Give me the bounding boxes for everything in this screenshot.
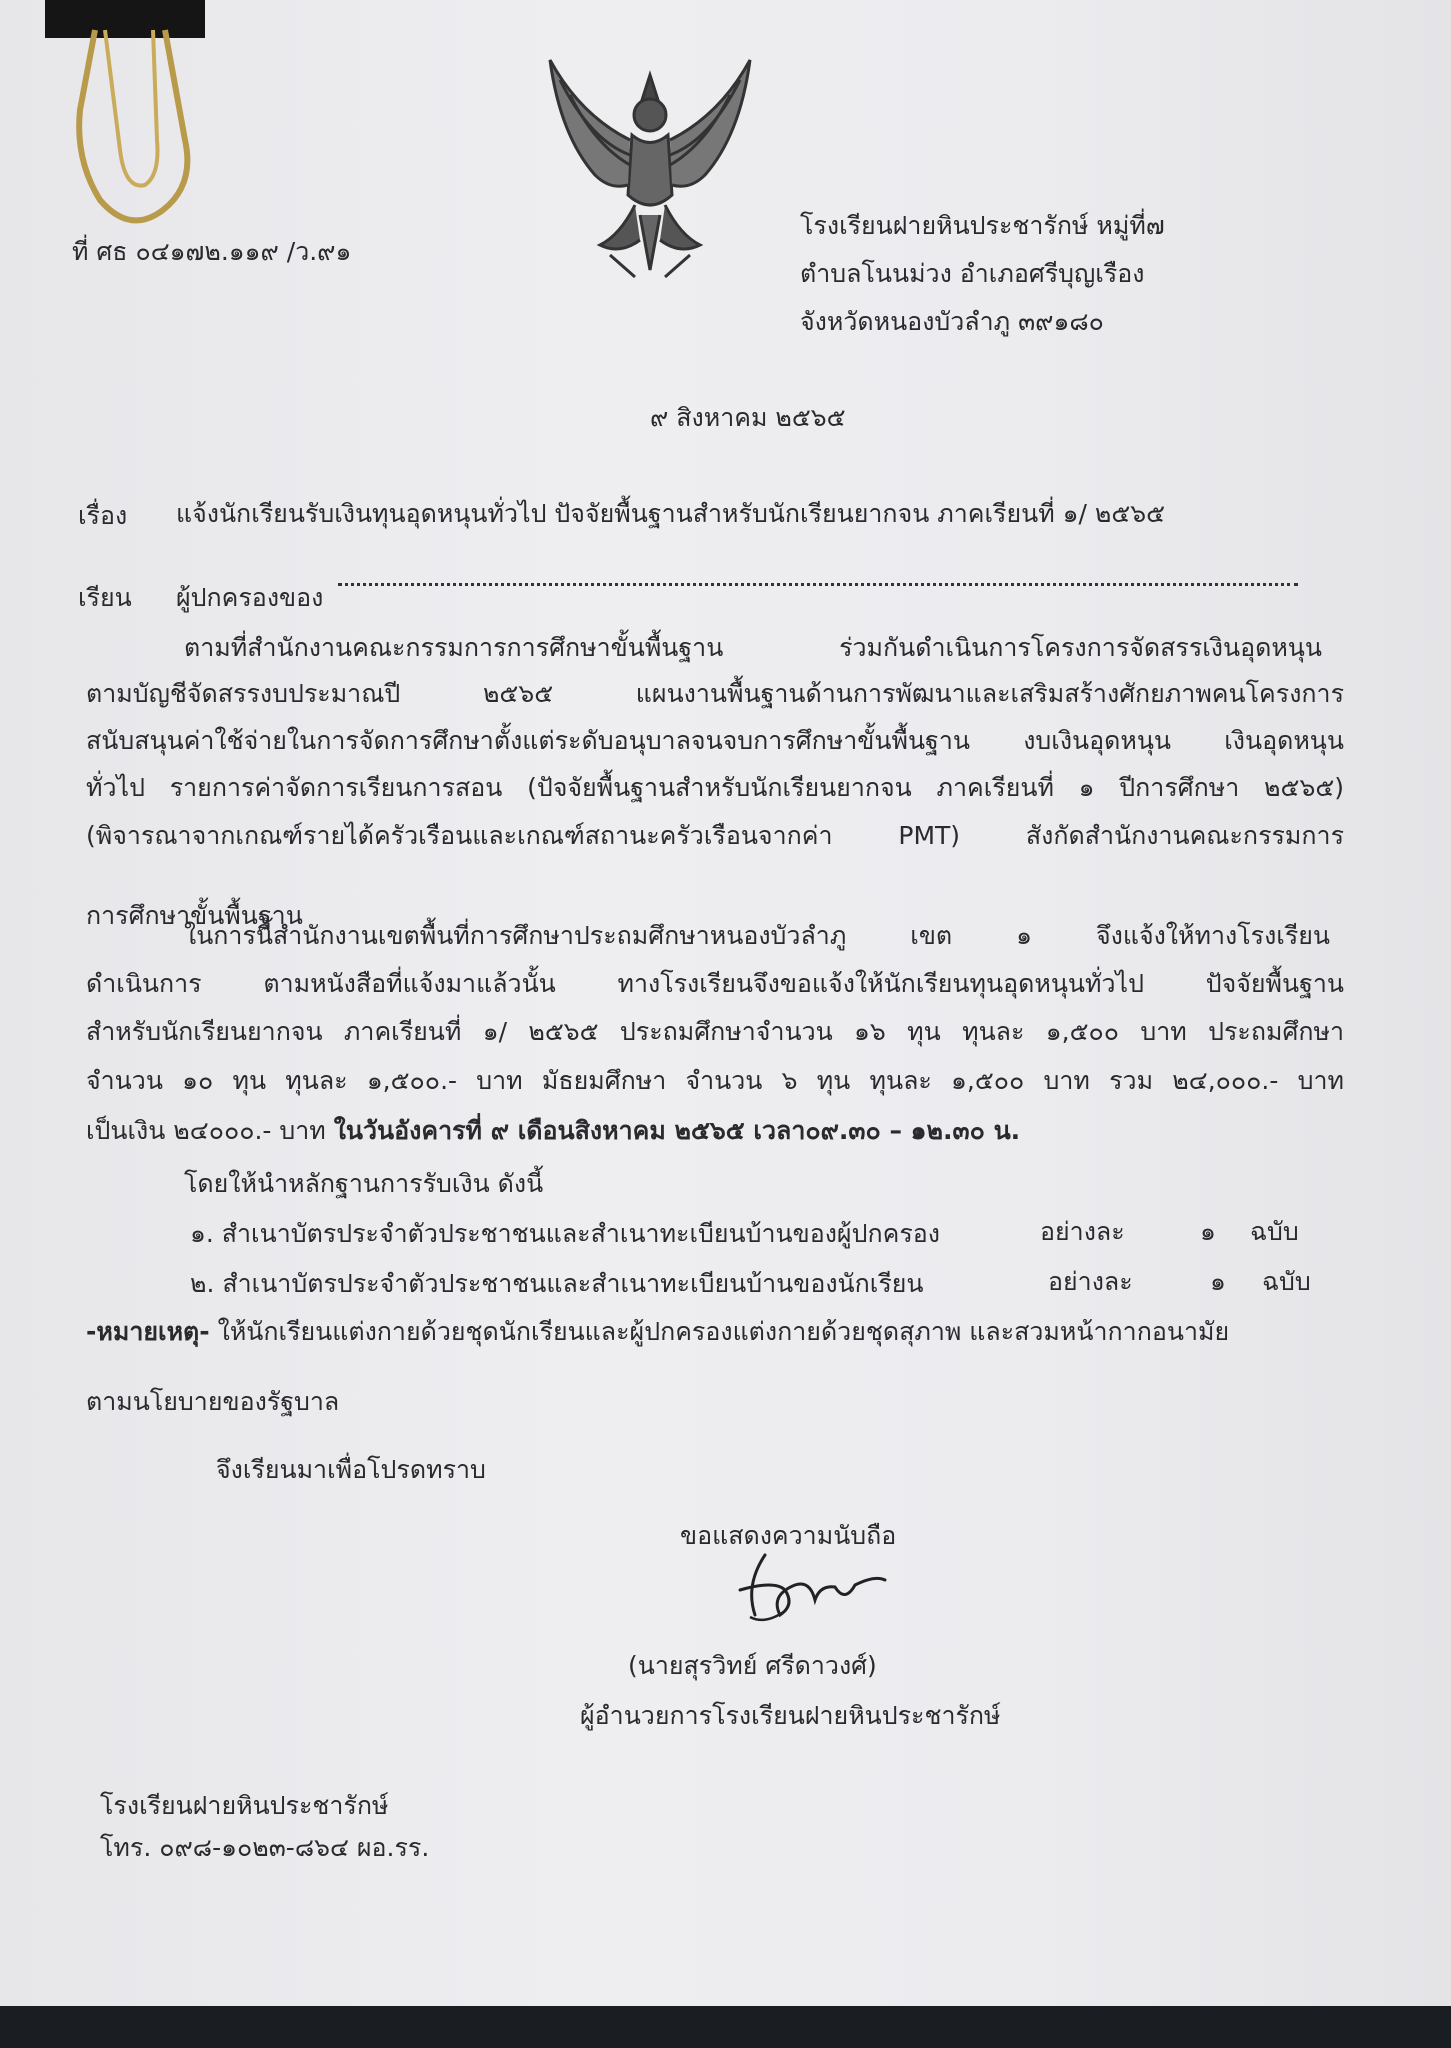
subject-text: แจ้งนักเรียนรับเงินทุนอุดหนุนทั่วไป ปัจจัยพื้นฐานสำหรับนักเรียนยากจน ภาคเรียนที่ ๑/ ๒๕๖๕ bbox=[176, 499, 1166, 528]
paragraph-1-line: ตามที่สำนักงานคณะกรรมการการศึกษาขั้นพื้นฐาน ร่วมกันดำเนินการโครงการจัดสรรเงินอุดหนุน bbox=[184, 633, 1322, 662]
reference-number: ที่ ศธ ๐๔๑๗๒.๑๑๙ /ว.๙๑ bbox=[72, 237, 352, 266]
evidence-item-text: ๑. สำเนาบัตรประจำตัวประชาชนและสำเนาทะเบียนบ้านของผู้ปกครอง bbox=[190, 1219, 940, 1248]
note-line bbox=[86, 1316, 1229, 1348]
evidence-item-count: ๑ bbox=[1200, 1217, 1216, 1246]
signer-name: (นายสุรวิทย์ ศรีดาวงศ์) bbox=[628, 1651, 877, 1680]
amount-text: เป็นเงิน ๒๔๐๐๐.- บาท bbox=[86, 1116, 334, 1145]
salutation-label: เรียน bbox=[78, 583, 132, 612]
paragraph-2-line: ในการนี้สำนักงานเขตพื้นที่การศึกษาประถมศึกษาหนองบัวลำภู เขต ๑ จึงแจ้งให้ทางโรงเรียน bbox=[184, 921, 1330, 950]
background-strip bbox=[0, 2006, 1451, 2048]
paragraph-2-line: สำหรับนักเรียนยากจน ภาคเรียนที่ ๑/ ๒๕๖๕ ประถมศึกษาจำนวน ๑๖ ทุน ทุนละ ๑,๕๐๐ บาท ประถมศึกษา bbox=[86, 1017, 1344, 1046]
address-line-3: จังหวัดหนองบัวลำภู ๓๙๑๘๐ bbox=[800, 307, 1104, 336]
paragraph-2-line: ดำเนินการ ตามหนังสือที่แจ้งมาแล้วนั้น ทางโรงเรียนจึงขอแจ้งให้นักเรียนทุนอุดหนุนทั่วไป ปัจจัยพื้นฐาน bbox=[86, 969, 1344, 998]
salutation-text: ผู้ปกครองของ bbox=[176, 583, 324, 612]
note-text: ให้นักเรียนแต่งกายด้วยชุดนักเรียนและผู้ปกครองแต่งกายด้วยชุดสุภาพ และสวมหน้ากากอนามัย bbox=[209, 1317, 1230, 1346]
evidence-item-text: ๒. สำเนาบัตรประจำตัวประชาชนและสำเนาทะเบียนบ้านของนักเรียน bbox=[190, 1269, 924, 1298]
evidence-item-count: ๑ bbox=[1210, 1267, 1226, 1296]
garuda-emblem-icon bbox=[540, 55, 760, 285]
address-line-1: โรงเรียนฝายหินประชารักษ์ หมู่ที่๗ bbox=[800, 211, 1165, 240]
signature-icon bbox=[725, 1545, 895, 1630]
paragraph-1-line: (พิจารณาจากเกณฑ์รายได้ครัวเรือนและเกณฑ์สถานะครัวเรือนจากค่า PMT) สังกัดสำนักงานคณะกรรมการ bbox=[86, 821, 1344, 850]
subject-label: เรื่อง bbox=[78, 501, 128, 530]
appointment-date-text: ในวันอังคารที่ ๙ เดือนสิงหาคม ๒๕๖๕ เวลา๐๙.๓๐ – ๑๒.๓๐ น. bbox=[333, 1116, 1021, 1145]
regards-text: ขอแสดงความนับถือ bbox=[680, 1521, 897, 1550]
note-label: -หมายเหตุ- bbox=[86, 1317, 210, 1346]
paragraph-1-line: ตามบัญชีจัดสรรงบประมาณปี ๒๕๖๕ แผนงานพื้นฐานด้านการพัฒนาและเสริมสร้างศักยภาพคนโครงการ bbox=[86, 679, 1344, 708]
address-line-2: ตำบลโนนม่วง อำเภอศรีบุญเรือง bbox=[800, 259, 1145, 288]
paragraph-1-line: ทั่วไป รายการค่าจัดการเรียนการสอน (ปัจจัยพื้นฐานสำหรับนักเรียนยากจน ภาคเรียนที่ ๑ ปีการศึกษา ๒๕๖๕) bbox=[86, 773, 1344, 802]
footer-phone: โทร. ๐๙๘-๑๐๒๓-๘๖๔ ผอ.รร. bbox=[100, 1833, 430, 1862]
signer-title: ผู้อำนวยการโรงเรียนฝายหินประชารักษ์ bbox=[580, 1701, 1001, 1730]
note-line-2: ตามนโยบายของรัฐบาล bbox=[86, 1387, 340, 1416]
paragraph-2-last-line bbox=[86, 1115, 1020, 1147]
paragraph-1-line: สนับสนุนค่าใช้จ่ายในการจัดการศึกษาตั้งแต่ระดับอนุบาลจนจบการศึกษาขั้นพื้นฐาน งบเงินอุดหนุน เงินอุดหนุน bbox=[86, 726, 1344, 755]
paragraph-2-line: จำนวน ๑๐ ทุน ทุนละ ๑,๕๐๐.- บาท มัธยมศึกษา จำนวน ๖ ทุน ทุนละ ๑,๕๐๐ บาท รวม ๒๔,๐๐๐.- บาท bbox=[86, 1066, 1344, 1095]
letter-date: ๙ สิงหาคม ๒๕๖๕ bbox=[650, 403, 846, 432]
footer-school: โรงเรียนฝายหินประชารักษ์ bbox=[100, 1791, 389, 1820]
evidence-item-unit: ฉบับ bbox=[1262, 1267, 1311, 1296]
evidence-item-each: อย่างละ bbox=[1040, 1217, 1125, 1246]
paragraph-1-line: การศึกษาขั้นพื้นฐาน bbox=[86, 901, 303, 930]
recipient-dotted-line bbox=[338, 583, 1298, 586]
evidence-item-unit: ฉบับ bbox=[1250, 1217, 1299, 1246]
binder-clip-icon bbox=[45, 0, 215, 250]
evidence-intro: โดยให้นำหลักฐานการรับเงิน ดังนี้ bbox=[184, 1169, 544, 1198]
evidence-item-each: อย่างละ bbox=[1048, 1267, 1133, 1296]
closing-text: จึงเรียนมาเพื่อโปรดทราบ bbox=[216, 1455, 486, 1484]
